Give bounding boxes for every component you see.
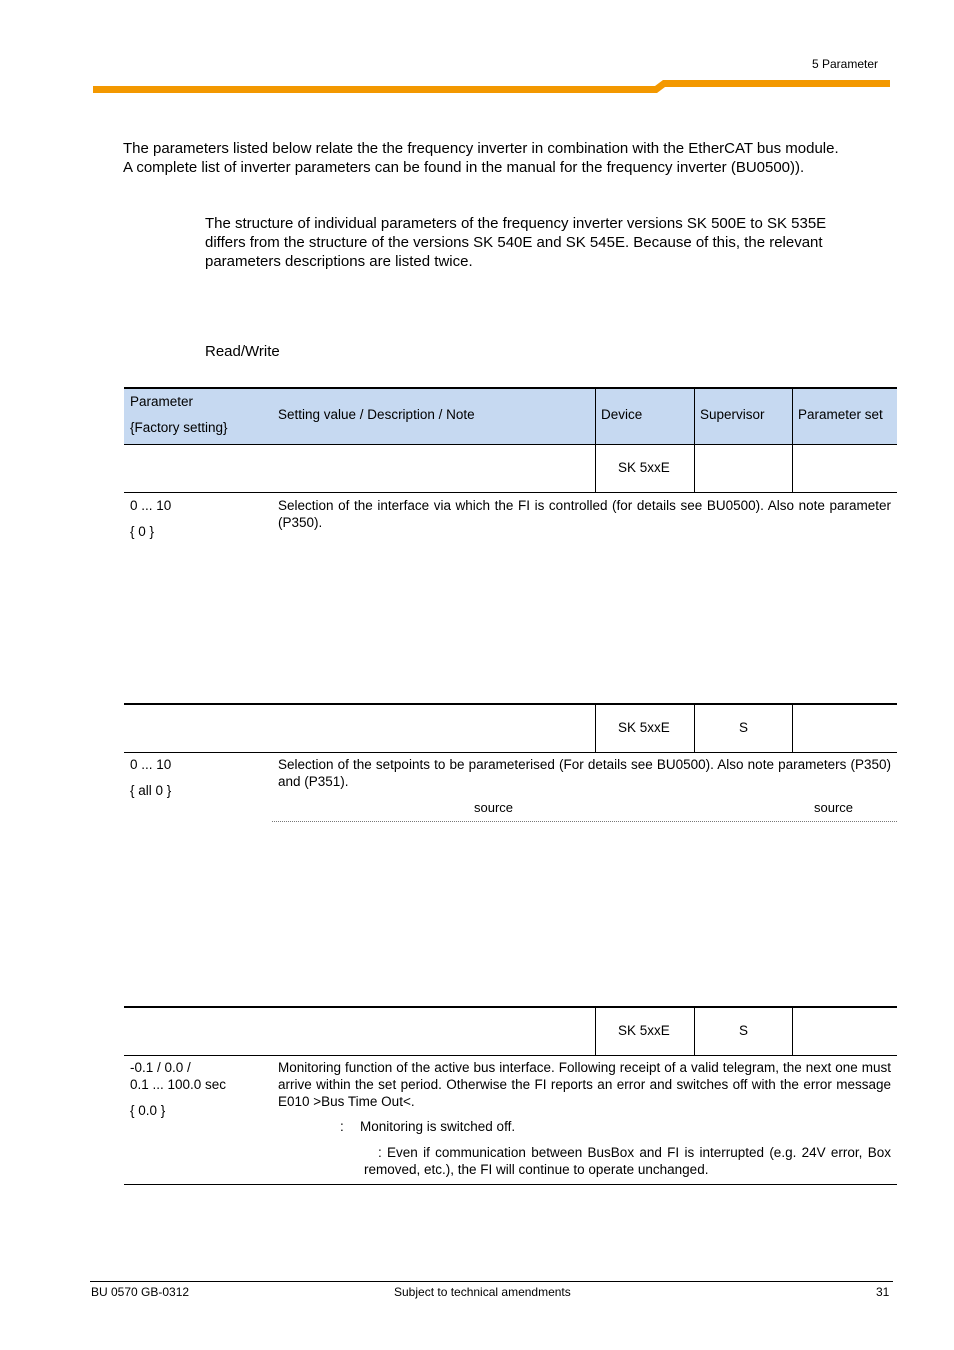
- param2-device: SK 5xxE: [618, 720, 670, 735]
- note-line-3: parameters descriptions are listed twice.: [205, 253, 473, 270]
- footer-doc-id: BU 0570 GB-0312: [91, 1285, 190, 1299]
- param2-range: 0 ... 10: [130, 757, 172, 772]
- footer-divider: [90, 1281, 893, 1282]
- param3-range-line-1: -0.1 / 0.0 /: [130, 1060, 191, 1075]
- param1-range: 0 ... 10: [130, 498, 172, 513]
- table-header: [124, 387, 897, 445]
- footer-page-number: 31: [876, 1285, 890, 1299]
- header-setting-value: Setting value / Description / Note: [278, 407, 475, 422]
- param3-description: Monitoring function of the active bus interface. Following receipt of a valid telegram, the next one must arrive within the set period. Otherwise the FI reports an error and switches off with the error message E010 >Bus Time Out<.: [278, 1060, 891, 1109]
- header-device: Device: [601, 407, 643, 422]
- param3-supervisor: S: [739, 1023, 749, 1038]
- param2-subtable-divider: [272, 821, 897, 822]
- param3-factory: { 0.0 }: [130, 1103, 166, 1118]
- param2-description: Selection of the setpoints to be parameterised (For details see BU0500). Also note parameters (P350) and (P351).: [278, 757, 891, 789]
- access-label: Read/Write: [205, 343, 280, 360]
- param1-device: SK 5xxE: [618, 460, 670, 475]
- param2-factory: { all 0 }: [130, 783, 172, 798]
- param1-factory: { 0 }: [130, 524, 155, 539]
- intro-line-2: A complete list of inverter parameters can be found in the manual for the frequency inverter (BU0500)).: [123, 159, 805, 176]
- param3-option2: : Even if communication between BusBox and FI is interrupted (e.g. 24V error, Box removed, etc.), the FI will continue to operate unchanged.: [364, 1145, 891, 1177]
- intro-line-1: The parameters listed below relate the the frequency inverter in combination with the EtherCAT bus module.: [123, 140, 839, 157]
- param3-option1-sep: :: [340, 1119, 344, 1134]
- footer-notice: Subject to technical amendments: [394, 1285, 571, 1299]
- chapter-header: 5 Parameter: [812, 57, 879, 71]
- header-parameter-set: Parameter set: [798, 407, 883, 422]
- param3-range-line-2: 0.1 ... 100.0 sec: [130, 1077, 227, 1092]
- param1-description: Selection of the interface via which the FI is controlled (for details see BU0500). Also note parameter (P350).: [278, 498, 891, 530]
- note-line-2: differs from the structure of the versions SK 540E and SK 545E. Because of this, the relevant: [205, 234, 823, 251]
- header-parameter: Parameter: [130, 394, 194, 409]
- param2-supervisor: S: [739, 720, 749, 735]
- header-supervisor: Supervisor: [700, 407, 765, 422]
- param2-col-source-2: source: [814, 800, 854, 815]
- header-factory-setting: {Factory setting}: [130, 420, 228, 435]
- param3-device: SK 5xxE: [618, 1023, 670, 1038]
- param3-option1: Monitoring is switched off.: [360, 1119, 516, 1134]
- param2-col-source-1: source: [474, 800, 514, 815]
- header-orange-bar: [93, 80, 893, 96]
- note-line-1: The structure of individual parameters of the frequency inverter versions SK 500E to SK 535E: [205, 215, 827, 232]
